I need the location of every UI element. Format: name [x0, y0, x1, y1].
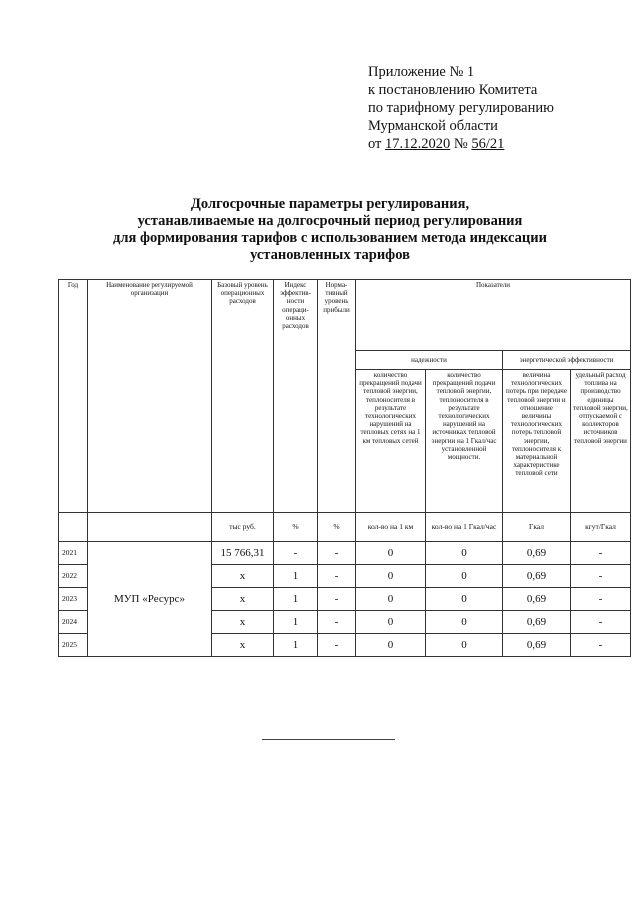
row-year: 2022: [59, 565, 88, 588]
cell-rel2: 0: [426, 565, 503, 588]
header-reliability-sources: количество прекращений подачи тепловой энергии, теплоносителя в результате технологических нарушений на источниках тепловой энергии на 1 Гкал/час установленной мощности.: [426, 370, 503, 513]
cell-index: 1: [274, 588, 318, 611]
row-year: 2024: [59, 611, 88, 634]
header-year: Год: [59, 280, 88, 513]
cell-base: x: [212, 565, 274, 588]
row-year: 2025: [59, 634, 88, 657]
unit-index: %: [274, 513, 318, 542]
cell-base: x: [212, 611, 274, 634]
document-title: [60, 196, 600, 264]
cell-en1: 0,69: [503, 634, 571, 657]
title-line-1: Долгосрочные параметры регулирования,: [190, 196, 470, 212]
header-energy-fuel: удельный расход топлива на производство единицы тепловой энергии, отпускаемой с коллекторов источников тепловой энергии: [571, 370, 631, 513]
cell-en2: -: [571, 611, 631, 634]
cell-index: 1: [274, 565, 318, 588]
cell-norm: -: [318, 611, 356, 634]
row-year: 2023: [59, 588, 88, 611]
appendix-line-5: [368, 135, 554, 153]
appendix-date-prefix: от: [368, 136, 382, 152]
header-indicators: Показатели: [356, 280, 631, 351]
unit-en2: кгут/Гкал: [571, 513, 631, 542]
title-line-4: установленных тарифов: [250, 247, 410, 263]
row-year: 2021: [59, 542, 88, 565]
appendix-line-3: по тарифному регулированию: [368, 100, 554, 116]
cell-rel2: 0: [426, 588, 503, 611]
cell-index: 1: [274, 634, 318, 657]
cell-en2: -: [571, 588, 631, 611]
cell-en2: -: [571, 542, 631, 565]
cell-en1: 0,69: [503, 588, 571, 611]
header-efficiency-index: Индекс эффектив-ности операци-онных расходов: [274, 280, 318, 513]
cell-base: x: [212, 588, 274, 611]
cell-en2: -: [571, 565, 631, 588]
cell-index: -: [274, 542, 318, 565]
cell-base: 15 766,31: [212, 542, 274, 565]
cell-norm: -: [318, 588, 356, 611]
unit-year: [59, 513, 88, 542]
cell-rel1: 0: [356, 611, 426, 634]
cell-rel2: 0: [426, 542, 503, 565]
appendix-line-1: Приложение № 1: [368, 64, 475, 80]
cell-rel1: 0: [356, 565, 426, 588]
unit-organization: [88, 513, 212, 542]
cell-index: 1: [274, 611, 318, 634]
header-energy-efficiency: энергетической эффективности: [503, 351, 631, 370]
header-reliability: надежности: [356, 351, 503, 370]
unit-base: тыс руб.: [212, 513, 274, 542]
cell-en1: 0,69: [503, 611, 571, 634]
unit-norm: %: [318, 513, 356, 542]
cell-norm: -: [318, 542, 356, 565]
appendix-number: 56/21: [471, 136, 505, 152]
title-line-2: устанавливаемые на долгосрочный период регулирования: [137, 213, 523, 229]
cell-rel1: 0: [356, 588, 426, 611]
parameters-table: [58, 279, 631, 657]
organization-name: МУП «Ресурс»: [88, 542, 212, 657]
appendix-line-2: к постановлению Комитета: [368, 82, 538, 98]
closing-rule: [262, 739, 395, 740]
unit-rel2: кол-во на 1 Гкал/час: [426, 513, 503, 542]
cell-rel1: 0: [356, 634, 426, 657]
appendix-date: 17.12.2020: [385, 136, 451, 152]
header-energy-losses: величина технологических потерь при передаче тепловой энергии и отношение величины технологических потерь тепловой энергии, теплоносителя к материальной характеристике тепловой сети: [503, 370, 571, 513]
appendix-block: [368, 63, 554, 153]
appendix-line-4: Мурманской области: [368, 118, 498, 134]
cell-norm: -: [318, 634, 356, 657]
cell-rel1: 0: [356, 542, 426, 565]
title-line-3: для формирования тарифов с использованием метода индексации: [113, 230, 547, 246]
cell-norm: -: [318, 565, 356, 588]
header-reliability-networks: количество прекращений подачи тепловой энергии, теплоносителя в результате технологических нарушений на тепловых сетях на 1 км тепловых сетей: [356, 370, 426, 513]
unit-rel1: кол-во на 1 км: [356, 513, 426, 542]
cell-rel2: 0: [426, 634, 503, 657]
cell-base: x: [212, 634, 274, 657]
header-base-costs: Базовый уровень операционных расходов: [212, 280, 274, 513]
cell-en1: 0,69: [503, 565, 571, 588]
cell-rel2: 0: [426, 611, 503, 634]
cell-en1: 0,69: [503, 542, 571, 565]
unit-en1: Гкал: [503, 513, 571, 542]
header-organization: Наименование регулируемой организации: [88, 280, 212, 513]
appendix-number-label: №: [453, 136, 468, 152]
header-normative-profit: Норма-тивный уровень прибыли: [318, 280, 356, 513]
cell-en2: -: [571, 634, 631, 657]
